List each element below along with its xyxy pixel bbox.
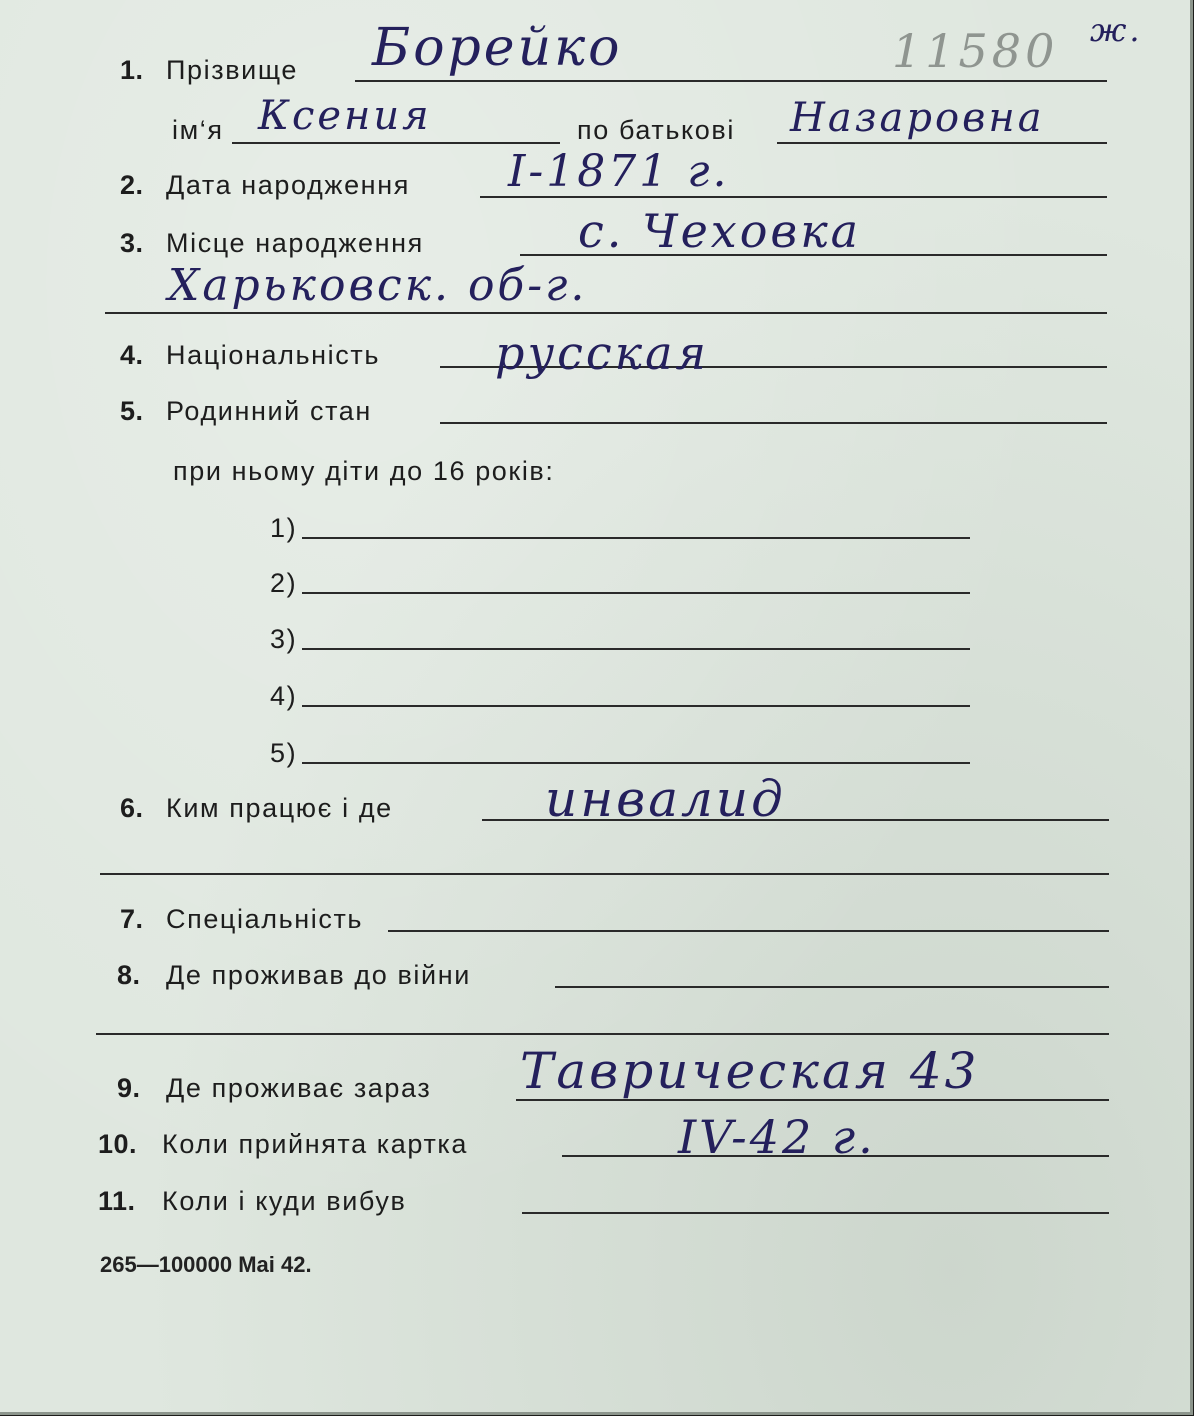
birthplace-value: с. Чеховка [578, 204, 862, 258]
field-10-number: 10. [98, 1129, 138, 1159]
child-1-number: 1) [270, 513, 298, 543]
birthplace-value-2: Харьковск. об-г. [168, 260, 588, 311]
child-1-line [302, 537, 970, 539]
name-label: ім‘я [172, 115, 224, 145]
nationality-label: Національність [166, 340, 380, 370]
surname-value: Борейко [372, 18, 623, 78]
field-5-number: 5. [120, 396, 144, 426]
name-value: Ксения [258, 93, 432, 139]
name-line [232, 142, 560, 144]
birthplace-line-2 [105, 312, 1107, 314]
birthdate-value: I-1871 г. [508, 146, 730, 197]
birthdate-label: Дата народження [166, 170, 410, 200]
child-3-line [302, 648, 970, 650]
occupation-line-2 [100, 873, 1109, 875]
current-residence-label: Де проживає зараз [166, 1073, 432, 1103]
occupation-label: Ким працює і де [166, 793, 393, 823]
surname-label: Прізвище [166, 55, 298, 85]
surname-line [355, 80, 1107, 82]
birthplace-label: Місце народження [166, 228, 424, 258]
prewar-residence-line-2 [96, 1033, 1109, 1035]
child-3-number: 3) [270, 624, 298, 654]
card-accepted-value: IV-42 г. [678, 1110, 876, 1164]
prewar-residence-line [555, 986, 1109, 988]
card-accepted-label: Коли прийнята картка [162, 1129, 469, 1159]
field-11-number: 11. [98, 1186, 136, 1216]
departure-label: Коли і куди вибув [162, 1186, 407, 1216]
nationality-value: русская [495, 326, 710, 380]
child-4-number: 4) [270, 681, 298, 711]
field-8-number: 8. [117, 960, 141, 990]
stamp-mark: ж. [1090, 11, 1143, 49]
field-1-number: 1. [120, 55, 144, 85]
departure-line [522, 1212, 1109, 1214]
patronymic-value: Назаровна [790, 95, 1045, 141]
child-5-line [302, 762, 970, 764]
current-residence-value: Таврическая 43 [520, 1042, 980, 1100]
occupation-value: инвалид [545, 770, 786, 828]
child-5-number: 5) [270, 738, 298, 768]
field-4-number: 4. [120, 340, 144, 370]
stamp-number: 11580 [892, 24, 1059, 78]
field-2-number: 2. [120, 170, 144, 200]
patronymic-label: по батькові [577, 115, 735, 145]
child-2-line [302, 592, 970, 594]
child-2-number: 2) [270, 568, 298, 598]
marital-status-line [440, 422, 1107, 424]
print-code: 265—100000 Mai 42. [100, 1252, 312, 1277]
specialty-label: Спеціальність [166, 904, 364, 934]
children-label: при ньому діти до 16 років: [173, 456, 555, 486]
child-4-line [302, 705, 970, 707]
field-7-number: 7. [120, 904, 144, 934]
specialty-line [388, 930, 1109, 932]
prewar-residence-label: Де проживав до війни [166, 960, 471, 990]
marital-status-label: Родинний стан [166, 396, 372, 426]
field-3-number: 3. [120, 228, 144, 258]
field-6-number: 6. [120, 793, 144, 823]
patronymic-line [777, 142, 1107, 144]
field-9-number: 9. [117, 1073, 141, 1103]
